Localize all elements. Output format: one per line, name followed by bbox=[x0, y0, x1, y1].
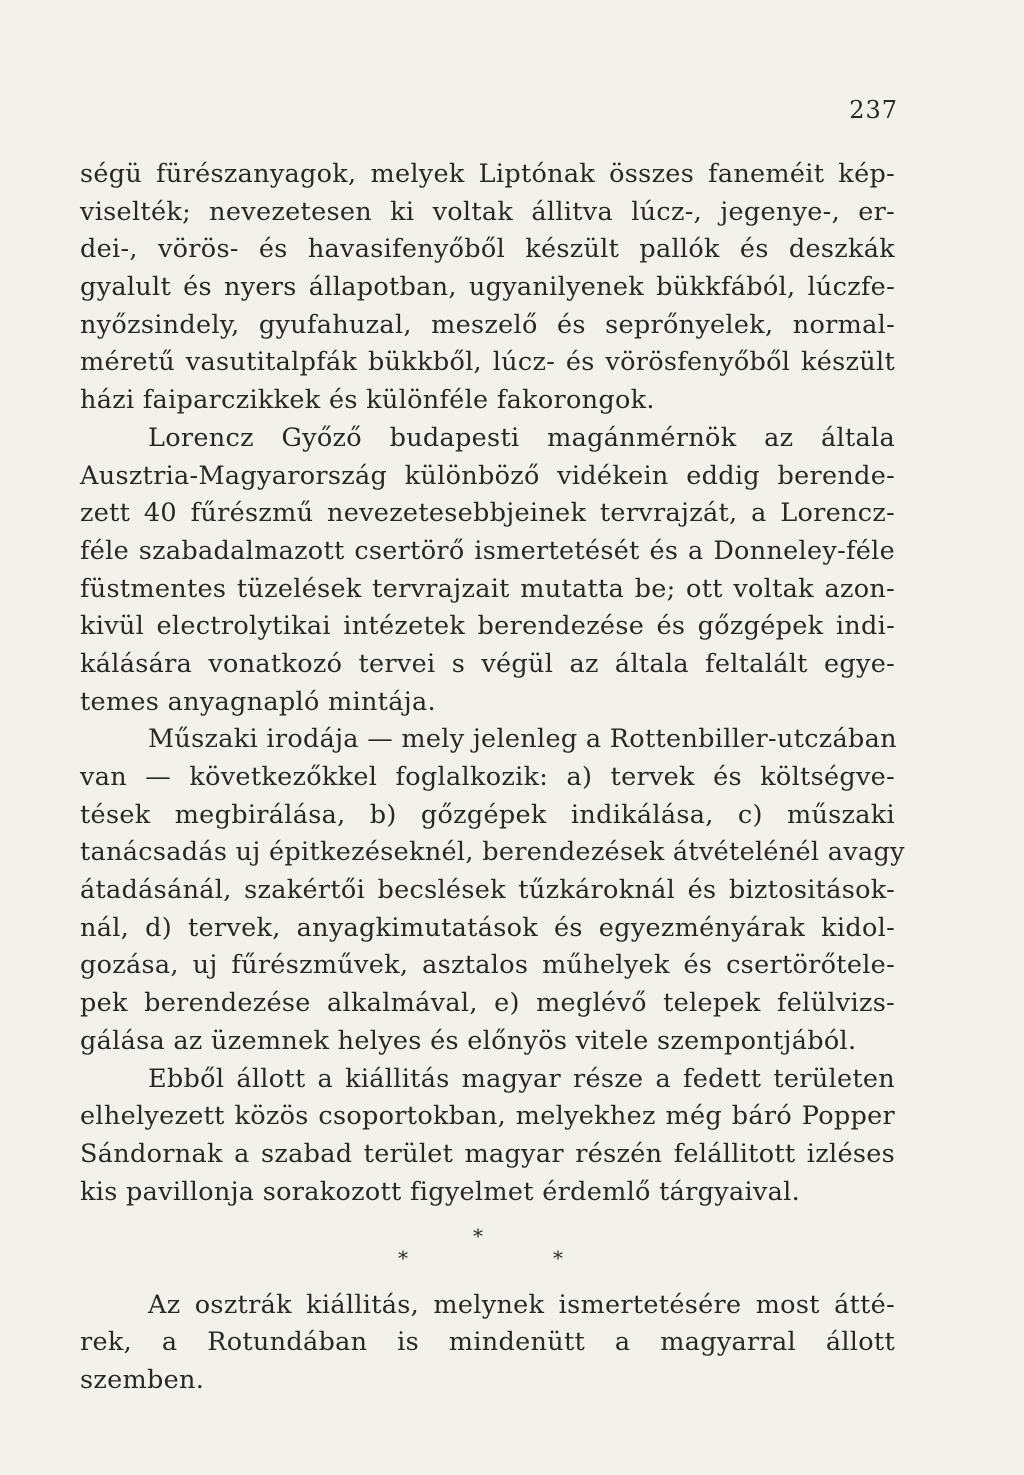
text-line: elhelyezett közös csoportokban, melyekhez még báró Popper bbox=[80, 1101, 895, 1132]
text-line: nál, d) tervek, anyagkimutatások és egyezményárak kidol- bbox=[80, 912, 895, 943]
text-line: zett 40 fűrészmű nevezetesebbjeinek tervrajzát, a Lorencz- bbox=[80, 498, 895, 529]
paragraph-end-line: kis pavillonja sorakozott figyelmet érdemlő tárgyaival. bbox=[80, 1176, 800, 1207]
text-line: kivül electrolytikai intézetek berendezése és gőzgépek indi- bbox=[80, 611, 895, 642]
text-line: kálására vonatkozó tervei s végül az általa feltalált egye- bbox=[80, 648, 895, 679]
paragraph-end-line: házi faiparczikkek és különféle fakorongok. bbox=[80, 385, 655, 416]
body-text bbox=[80, 156, 905, 1400]
text-line: füstmentes tüzelések tervrajzait mutatta be; ott voltak azon- bbox=[80, 573, 895, 604]
text-line: pek berendezése alkalmával, e) meglévő telepek felülvizs- bbox=[80, 988, 895, 1019]
paragraph-start-line: Ebből állott a kiállitás magyar része a fedett területen bbox=[148, 1063, 895, 1094]
paragraph-start-line: Lorencz Győző budapesti magánmérnök az általa bbox=[148, 422, 895, 453]
text-line: rek, a Rotundában is mindenütt a magyarral állott bbox=[80, 1327, 895, 1358]
paragraph-end-line: temes anyagnapló mintája. bbox=[80, 686, 436, 717]
text-line: Sándornak a szabad terület magyar részén felállitott izléses bbox=[80, 1138, 895, 1169]
text-line: gozása, uj fűrészművek, asztalos műhelyek és csertörőtele- bbox=[80, 950, 895, 981]
text-line: Ausztria-Magyarország különböző vidékein eddig berende- bbox=[80, 460, 895, 491]
text-line: nyőzsindely, gyufahuzal, meszelő és seprőnyelek, normal- bbox=[80, 309, 895, 340]
section-divider-asterism bbox=[0, 1224, 1024, 1274]
text-line: dei-, vörös- és havasifenyőből készült pallók és deszkák bbox=[80, 234, 895, 265]
text-line: tanácsadás uj épitkezéseknél, berendezések átvételénél avagy bbox=[80, 837, 905, 868]
text-line: féle szabadalmazott csertörő ismertetését és a Donneley-féle bbox=[80, 535, 895, 566]
text-line: gyalult és nyers állapotban, ugyanilyenek bükkfából, lúczfe- bbox=[80, 272, 895, 303]
text-line: méretű vasutitalpfák bükkből, lúcz- és vörösfenyőből készült bbox=[80, 347, 895, 378]
page-number: 237 bbox=[849, 96, 898, 124]
asterisk-left: * bbox=[398, 1246, 408, 1270]
paragraph-start-line: Az osztrák kiállitás, melynek ismertetésére most átté- bbox=[148, 1289, 895, 1320]
paragraph-start-line: Műszaki irodája — mely jelenleg a Rottenbiller-utczában bbox=[148, 724, 897, 755]
text-line: ségü fürészanyagok, melyek Liptónak összes faneméit kép- bbox=[80, 159, 895, 189]
text-line: tések megbirálása, b) gőzgépek indikálása, c) műszaki bbox=[80, 799, 895, 830]
asterisk-right: * bbox=[553, 1246, 563, 1270]
asterisk-top: * bbox=[473, 1224, 483, 1248]
text-line: viselték; nevezetesen ki voltak állitva lúcz-, jegenye-, er- bbox=[80, 196, 895, 227]
paragraph-end-line: gálása az üzemnek helyes és előnyös vitele szempontjából. bbox=[80, 1025, 857, 1056]
text-line: átadásánál, szakértői becslések tűzkároknál és biztositások- bbox=[80, 875, 895, 906]
paragraph-end-line: szemben. bbox=[80, 1365, 205, 1395]
text-line: van — következőkkel foglalkozik: a) tervek és költségve- bbox=[80, 762, 895, 792]
